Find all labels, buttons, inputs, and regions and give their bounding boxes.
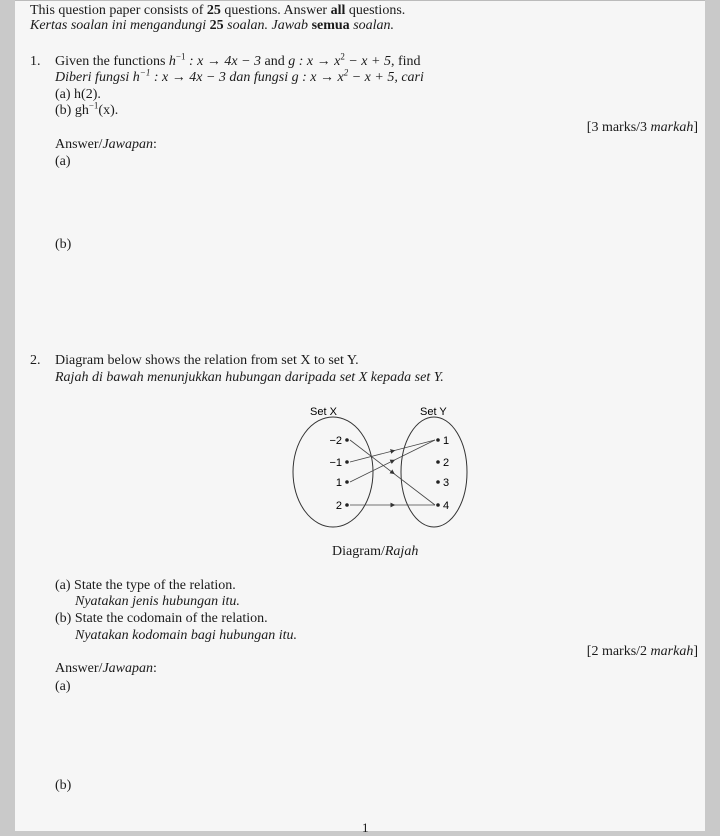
q2-part-b-en: (b) State the codomain of the relation. xyxy=(55,611,268,626)
q1-answer-label: Answer/Jawapan: xyxy=(55,137,157,152)
set-x-element-label: −2 xyxy=(329,435,342,447)
q2-text-ms: Rajah di bawah menunjukkan hubungan daripada set X kepada set Y. xyxy=(55,370,444,385)
set-x-element-label: −1 xyxy=(329,457,342,469)
set-y-element-label: 2 xyxy=(443,457,450,469)
set-y-element-label: 1 xyxy=(443,435,450,447)
instructions-en: This question paper consists of 25 questions. Answer all questions. xyxy=(30,3,406,18)
mapping-arrowhead xyxy=(391,460,395,462)
q1-text-ms: Diberi fungsi $h^{-1}$ : x → 4x − 3 dan fungsi g : $x \to x^2 - x + 5$, cari xyxy=(55,67,424,85)
set-y-element-dot xyxy=(436,438,440,442)
exam-page xyxy=(15,0,705,835)
q1-answer-b: (b) xyxy=(55,237,72,252)
set-y-ellipse xyxy=(401,417,467,527)
q1-marks: [3 marks/3 markah] xyxy=(586,120,698,135)
q1-text-en: Given the functions $h^{-1}$ : x → 4x − 3 and g : $x \to x^2 - x + 5$, find xyxy=(55,51,421,69)
set-x-label: Set X xyxy=(310,406,337,418)
set-x-element-dot xyxy=(345,438,349,442)
set-x-element-dot xyxy=(345,503,349,507)
instructions-ms: Kertas soalan ini mengandungi 25 soalan. Jawab semua soalan. xyxy=(30,18,395,33)
diagram-caption: Diagram/Rajah xyxy=(332,544,419,559)
set-y-element-dot xyxy=(436,480,440,484)
q1-part-a: (a) h(2). xyxy=(55,87,101,102)
set-y-element-dot xyxy=(436,503,440,507)
q2-part-a-en: (a) State the type of the relation. xyxy=(55,578,236,593)
set-x-elements xyxy=(329,435,348,512)
set-x-ellipse xyxy=(293,417,373,527)
q2-number: 2. xyxy=(30,353,41,368)
q1-part-b: (b) $gh^{-1}(x)$. xyxy=(55,100,119,118)
q2-part-a-ms: Nyatakan jenis hubungan itu. xyxy=(75,594,240,609)
arrow-diagram xyxy=(15,0,705,560)
set-y-element-dot xyxy=(436,460,440,464)
set-x-element-label: 1 xyxy=(335,477,342,489)
q2-text-en: Diagram below shows the relation from set X to set Y. xyxy=(55,353,359,368)
q2-marks: [2 marks/2 markah] xyxy=(586,644,698,659)
set-x-element-dot xyxy=(345,460,349,464)
q1-answer-a: (a) xyxy=(55,154,71,169)
set-y-element-label: 3 xyxy=(443,477,450,489)
q2-answer-b: (b) xyxy=(55,778,72,793)
q1-number: 1. xyxy=(30,54,41,69)
set-x-element-label: 2 xyxy=(335,500,342,512)
set-y-element-label: 4 xyxy=(443,500,450,512)
page-number: 1 xyxy=(362,820,369,835)
q2-answer-a: (a) xyxy=(55,679,71,694)
mapping-arrows xyxy=(350,440,435,505)
q2-part-b-ms: Nyatakan kodomain bagi hubungan itu. xyxy=(75,628,298,643)
mapping-arrowhead xyxy=(391,471,394,473)
set-y-elements xyxy=(436,435,449,512)
mapping-arrowhead xyxy=(391,451,395,452)
set-x-element-dot xyxy=(345,480,349,484)
set-y-label: Set Y xyxy=(420,406,447,418)
q2-answer-label: Answer/Jawapan: xyxy=(55,661,157,676)
